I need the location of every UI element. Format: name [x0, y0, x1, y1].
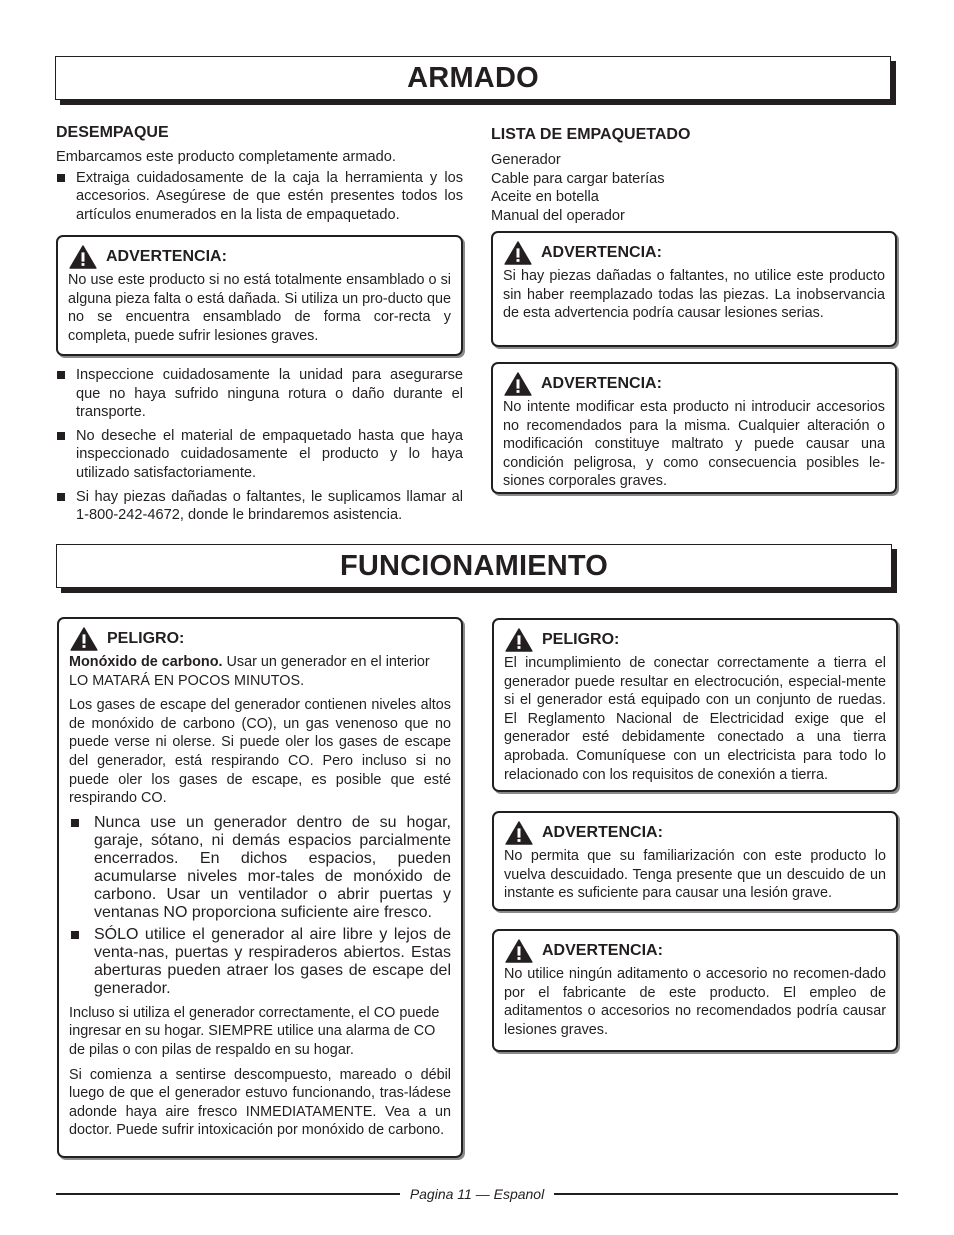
lista-heading: LISTA DE EMPAQUETADO [491, 126, 691, 143]
lista-item: Cable para cargar baterías [491, 170, 665, 187]
desempaque-section [56, 124, 463, 229]
list-item-text: Inspeccione cuidadosamente la unidad para asegurarse que no haya sufrido ninguna rotura o daño durante el transporte. [76, 367, 463, 421]
lista-warning-box-1 [491, 231, 897, 347]
desempaque-heading: DESEMPAQUE [56, 124, 169, 141]
peligro-co-box [57, 617, 463, 1158]
desempaque-list-2 [56, 366, 463, 525]
warning-title: ADVERTENCIA: [542, 824, 663, 841]
warning-triangle-icon [503, 241, 533, 265]
footer-rule-right [554, 1193, 898, 1195]
list-item [69, 926, 451, 998]
advertencia-aditamento-box [492, 929, 898, 1052]
peligro-lead-bold: Monóxido de carbono. [69, 654, 223, 670]
desempaque-list-1 [56, 169, 463, 225]
square-bullet-icon [71, 819, 79, 827]
armado-title: ARMADO [407, 61, 539, 94]
list-item-text: SÓLO utilice el generador al aire libre y lejos de venta-nas, puertas y respiraderos abiertos. Estas aberturas pueden atraer los gases de escape del generador. [94, 925, 451, 997]
lista-item: Aceite en botella [491, 189, 599, 206]
footer-rule-left [56, 1193, 400, 1195]
list-item [69, 814, 451, 922]
footer-page-label: Pagina 11 — Espanol [409, 1186, 545, 1202]
warning-header [504, 821, 886, 845]
warning-title: ADVERTENCIA: [106, 248, 227, 265]
warning-triangle-icon [504, 628, 534, 652]
warning-triangle-icon [69, 627, 99, 651]
warning-text: No permita que su familiarización con este producto lo vuelva descuidado. Tenga presente que un descuido de un instante es suficiente para causar una lesión grave. [504, 848, 886, 902]
warning-text: No use este producto si no está totalmente ensamblado o si alguna pieza falta o está dañada. Si utiliza un pro-ducto que no se encuentra ensamblado de forma cor-recta y completa, puede sufrir lesiones graves. [68, 272, 451, 344]
peligro-list [69, 814, 451, 998]
peligro-para-1: Los gases de escape del generador contienen niveles altos de monóxido de carbono (CO), un gas venenoso que no puede verse ni olerse. Si puede oler los gases de escape del generador, está respirando CO. Pero incluso si no puede oler los gases de escape, es posible que esté respirando CO. [69, 697, 451, 807]
list-item-text: Extraiga cuidadosamente de la caja la herramienta y los accesorios. Asegúrese de que estén presentes todos los artículos enumerados en la lista de empaquetado. [76, 169, 463, 223]
desempaque-warning-box [56, 235, 463, 356]
peligro-lead [69, 653, 451, 690]
warning-text: Si hay piezas dañadas o faltantes, no utilice este producto sin haber reemplazado todas las piezas. La inobservancia de esta advertencia podría causar lesiones serias. [503, 268, 885, 322]
peligro-lead-rest: Usar un generador en el interior LO MATARÁ EN POCOS MINUTOS. [69, 654, 430, 689]
desempaque-intro: Embarcamos este producto completamente armado. [56, 149, 396, 165]
warning-triangle-icon [68, 245, 98, 269]
list-item [56, 488, 463, 525]
square-bullet-icon [71, 931, 79, 939]
warning-triangle-icon [504, 939, 534, 963]
square-bullet-icon [57, 371, 65, 379]
warning-triangle-icon [504, 821, 534, 845]
warning-text: No utilice ningún aditamento o accesorio no recomen-dado por el fabricante de este producto. El empleo de aditamentos o accesorios no recomendados podría causar lesiones graves. [504, 966, 886, 1038]
lista-item: Generador [491, 151, 561, 168]
warning-header [504, 939, 886, 963]
peligro-tierra-box [492, 618, 898, 792]
square-bullet-icon [57, 174, 65, 182]
warning-title: ADVERTENCIA: [542, 942, 663, 959]
peligro-header [69, 627, 451, 651]
desempaque-section-2 [56, 366, 463, 530]
armado-banner [55, 56, 891, 100]
list-item [56, 427, 463, 483]
square-bullet-icon [57, 493, 65, 501]
funcionamiento-banner [56, 544, 892, 588]
peligro-title: PELIGRO: [542, 631, 620, 648]
list-item [56, 366, 463, 422]
list-item-text: Nunca use un generador dentro de su hogar, garaje, sótano, ni demás espacios parcialmente encerrados. En dichos espacios, pueden acumularse niveles mor-tales de monóxido de carbono. Usar un ventilador o abrir puertas y ventanas NO proporciona suficiente aire fresco. [94, 813, 451, 921]
peligro-title: PELIGRO: [107, 630, 185, 647]
warning-triangle-icon [503, 372, 533, 396]
page-footer [56, 1186, 898, 1202]
peligro-para-2: Incluso si utiliza el generador correctamente, el CO puede ingresar en su hogar. SIEMPRE utilice una alarma de CO de pilas o con pilas de respaldo en su hogar. [69, 1004, 440, 1058]
list-item [56, 169, 463, 225]
warning-text: No intente modificar esta producto ni introducir accesorios no recomendados para la misma. Cualquier alteración o modificación constituye maltrato y puede causar una condición peligrosa, y como consecuencia posibles le-siones corporales graves. [503, 399, 885, 490]
funcionamiento-title: FUNCIONAMIENTO [339, 549, 609, 582]
warning-header [503, 241, 885, 265]
list-item-text: No deseche el material de empaquetado hasta que haya inspeccionado cuidadosamente el producto y lo haya utilizado satisfactoriamente. [76, 427, 463, 481]
lista-warning-box-2 [491, 362, 897, 494]
peligro-text: El incumplimiento de conectar correctamente a tierra el generador puede resultar en electrocución, especial-mente si el generador está equipado con un conjunto de ruedas. El Reglamento Nacional de Electricidad exige que el generador esté debidamente conectado a una tierra aprobada. Comuníquese con un electricista para todo lo relacionado con los requisitos de conexión a tierra. [504, 655, 886, 783]
warning-title: ADVERTENCIA: [541, 375, 662, 392]
warning-header [68, 245, 451, 269]
square-bullet-icon [57, 432, 65, 440]
advertencia-descuido-box [492, 811, 898, 911]
peligro-para-3: Si comienza a sentirse descompuesto, mareado o débil luego de que el generador estuvo funcionando, tras-ládese adonde haya aire fresco INMEDIATAMENTE. Vea a un doctor. Puede sufrir intoxicación por monóxido de carbono. [69, 1066, 451, 1139]
warning-title: ADVERTENCIA: [541, 244, 662, 261]
warning-header [503, 372, 885, 396]
list-item-text: Si hay piezas dañadas o faltantes, le suplicamos llamar al 1-800-242-4672, donde le brindaremos asistencia. [76, 488, 463, 524]
peligro-header [504, 628, 886, 652]
lista-item: Manual del operador [491, 208, 625, 225]
lista-section [491, 126, 897, 226]
